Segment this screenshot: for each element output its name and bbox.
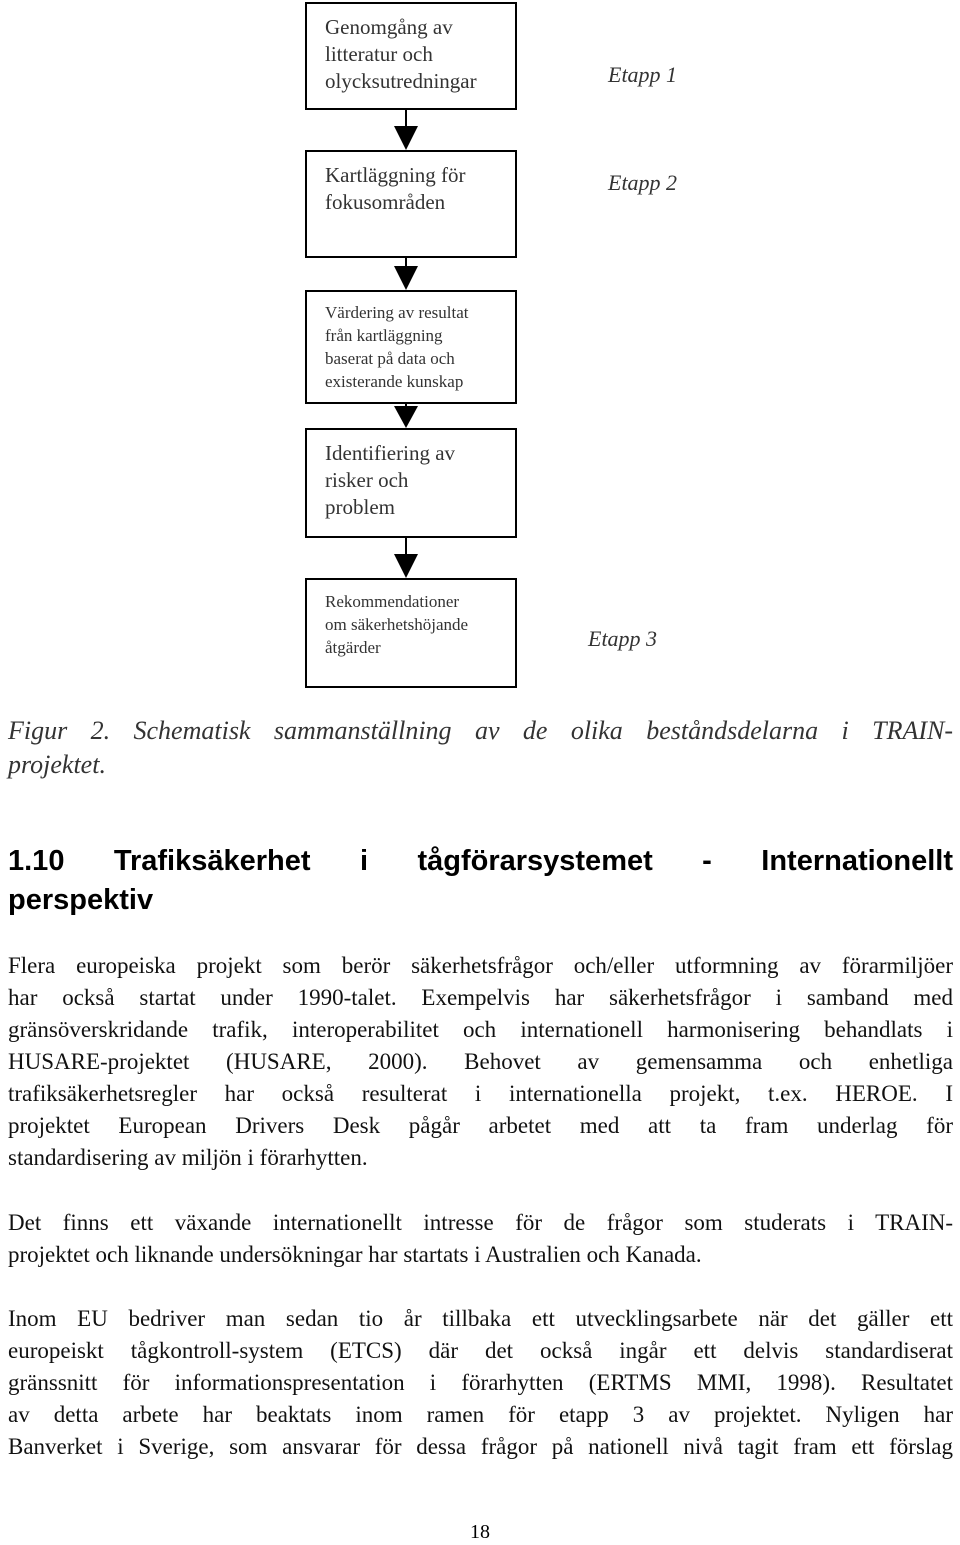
caption-line: projektet.: [8, 750, 106, 779]
flow-arrow-down-icon: [394, 258, 418, 290]
flow-box-text: baserat på data och: [325, 349, 455, 368]
flow-box-mapping-focus-areas: [305, 150, 517, 258]
paragraph-line: projektet European Drivers Desk pågår arbetet med att ta fram underlag för: [8, 1113, 953, 1138]
flow-box-evaluation: [305, 290, 517, 404]
section-heading: [8, 842, 953, 920]
paragraph-line: Flera europeiska projekt som berör säkerhetsfrågor och/eller utformning av förarmiljöer: [8, 953, 953, 978]
paragraph-line: Banverket i Sverige, som ansvarar för dessa frågor på nationell nivå tagit fram ett förslag: [8, 1434, 953, 1459]
paragraph-line: standardisering av miljön i förarhytten.: [8, 1145, 368, 1170]
stage-label-3: Etapp 3: [588, 626, 658, 651]
flow-box-text: Genomgång av: [325, 15, 453, 39]
flow-box-text: fokusområden: [325, 190, 446, 214]
flow-box-text: Värdering av resultat: [325, 303, 469, 322]
flow-box-text: olycksutredningar: [325, 69, 477, 93]
paragraph-line: Det finns ett växande internationellt intresse för de frågor som studerats i TRAIN-: [8, 1210, 953, 1235]
paragraph-line: av detta arbete har beaktats inom ramen för etapp 3 av projektet. Nyligen har: [8, 1402, 953, 1427]
heading-line: 1.10 Trafiksäkerhet i tågförarsystemet - Internationellt: [8, 845, 953, 877]
body-paragraph-1: [8, 950, 953, 1174]
flow-box-text: Rekommendationer: [325, 592, 460, 611]
paragraph-line: gränssnitt för informationspresentation i förarhytten (ERTMS MMI, 1998). Resultatet: [8, 1370, 953, 1395]
flow-box-text: om säkerhetshöjande: [325, 615, 469, 634]
paragraph-line: gränsöverskridande trafik, interoperabilitet och internationell harmonisering behandlats i: [8, 1017, 953, 1042]
paragraph-line: har också startat under 1990-talet. Exempelvis har säkerhetsfrågor i samband med: [8, 985, 953, 1010]
flow-box-text: åtgärder: [325, 638, 381, 657]
body-paragraph-3: [8, 1303, 953, 1463]
body-paragraph-2: [8, 1207, 953, 1271]
flow-box-text: från kartläggning: [325, 326, 443, 345]
caption-line: Figur 2. Schematisk sammanställning av de olika beståndsdelarna i TRAIN-: [8, 716, 953, 745]
flow-box-text: risker och: [325, 468, 409, 492]
figure-caption: [8, 714, 953, 782]
flow-box-recommendations: [305, 578, 517, 688]
flow-box-text: existerande kunskap: [325, 372, 464, 391]
flow-arrow-down-icon: [394, 110, 418, 150]
flow-box-risk-identification: [305, 428, 517, 538]
page-number: 18: [470, 1521, 490, 1543]
flow-box-text: problem: [325, 495, 395, 519]
flow-box-text: Identifiering av: [325, 441, 456, 465]
stage-label-1: Etapp 1: [608, 62, 678, 87]
paragraph-line: HUSARE-projektet (HUSARE, 2000). Behovet av gemensamma och enhetliga: [8, 1049, 953, 1074]
flow-box-literature-review: [305, 2, 517, 110]
flow-box-text: Kartläggning för: [325, 163, 466, 187]
flow-arrow-down-icon: [394, 404, 418, 428]
paragraph-line: projektet och liknande undersökningar har startats i Australien och Kanada.: [8, 1242, 702, 1267]
heading-line: perspektiv: [8, 884, 154, 916]
flow-box-text: litteratur och: [325, 42, 433, 66]
flow-arrow-down-icon: [394, 538, 418, 578]
paragraph-line: europeiskt tågkontroll-system (ETCS) där det också ingår ett delvis standardiserat: [8, 1338, 953, 1363]
paragraph-line: Inom EU bedriver man sedan tio år tillbaka ett utvecklingsarbete när det gäller ett: [8, 1306, 953, 1331]
stage-label-2: Etapp 2: [608, 170, 678, 195]
paragraph-line: trafiksäkerhetsregler har också resulterat i internationella projekt, t.ex. HEROE. I: [8, 1081, 953, 1106]
